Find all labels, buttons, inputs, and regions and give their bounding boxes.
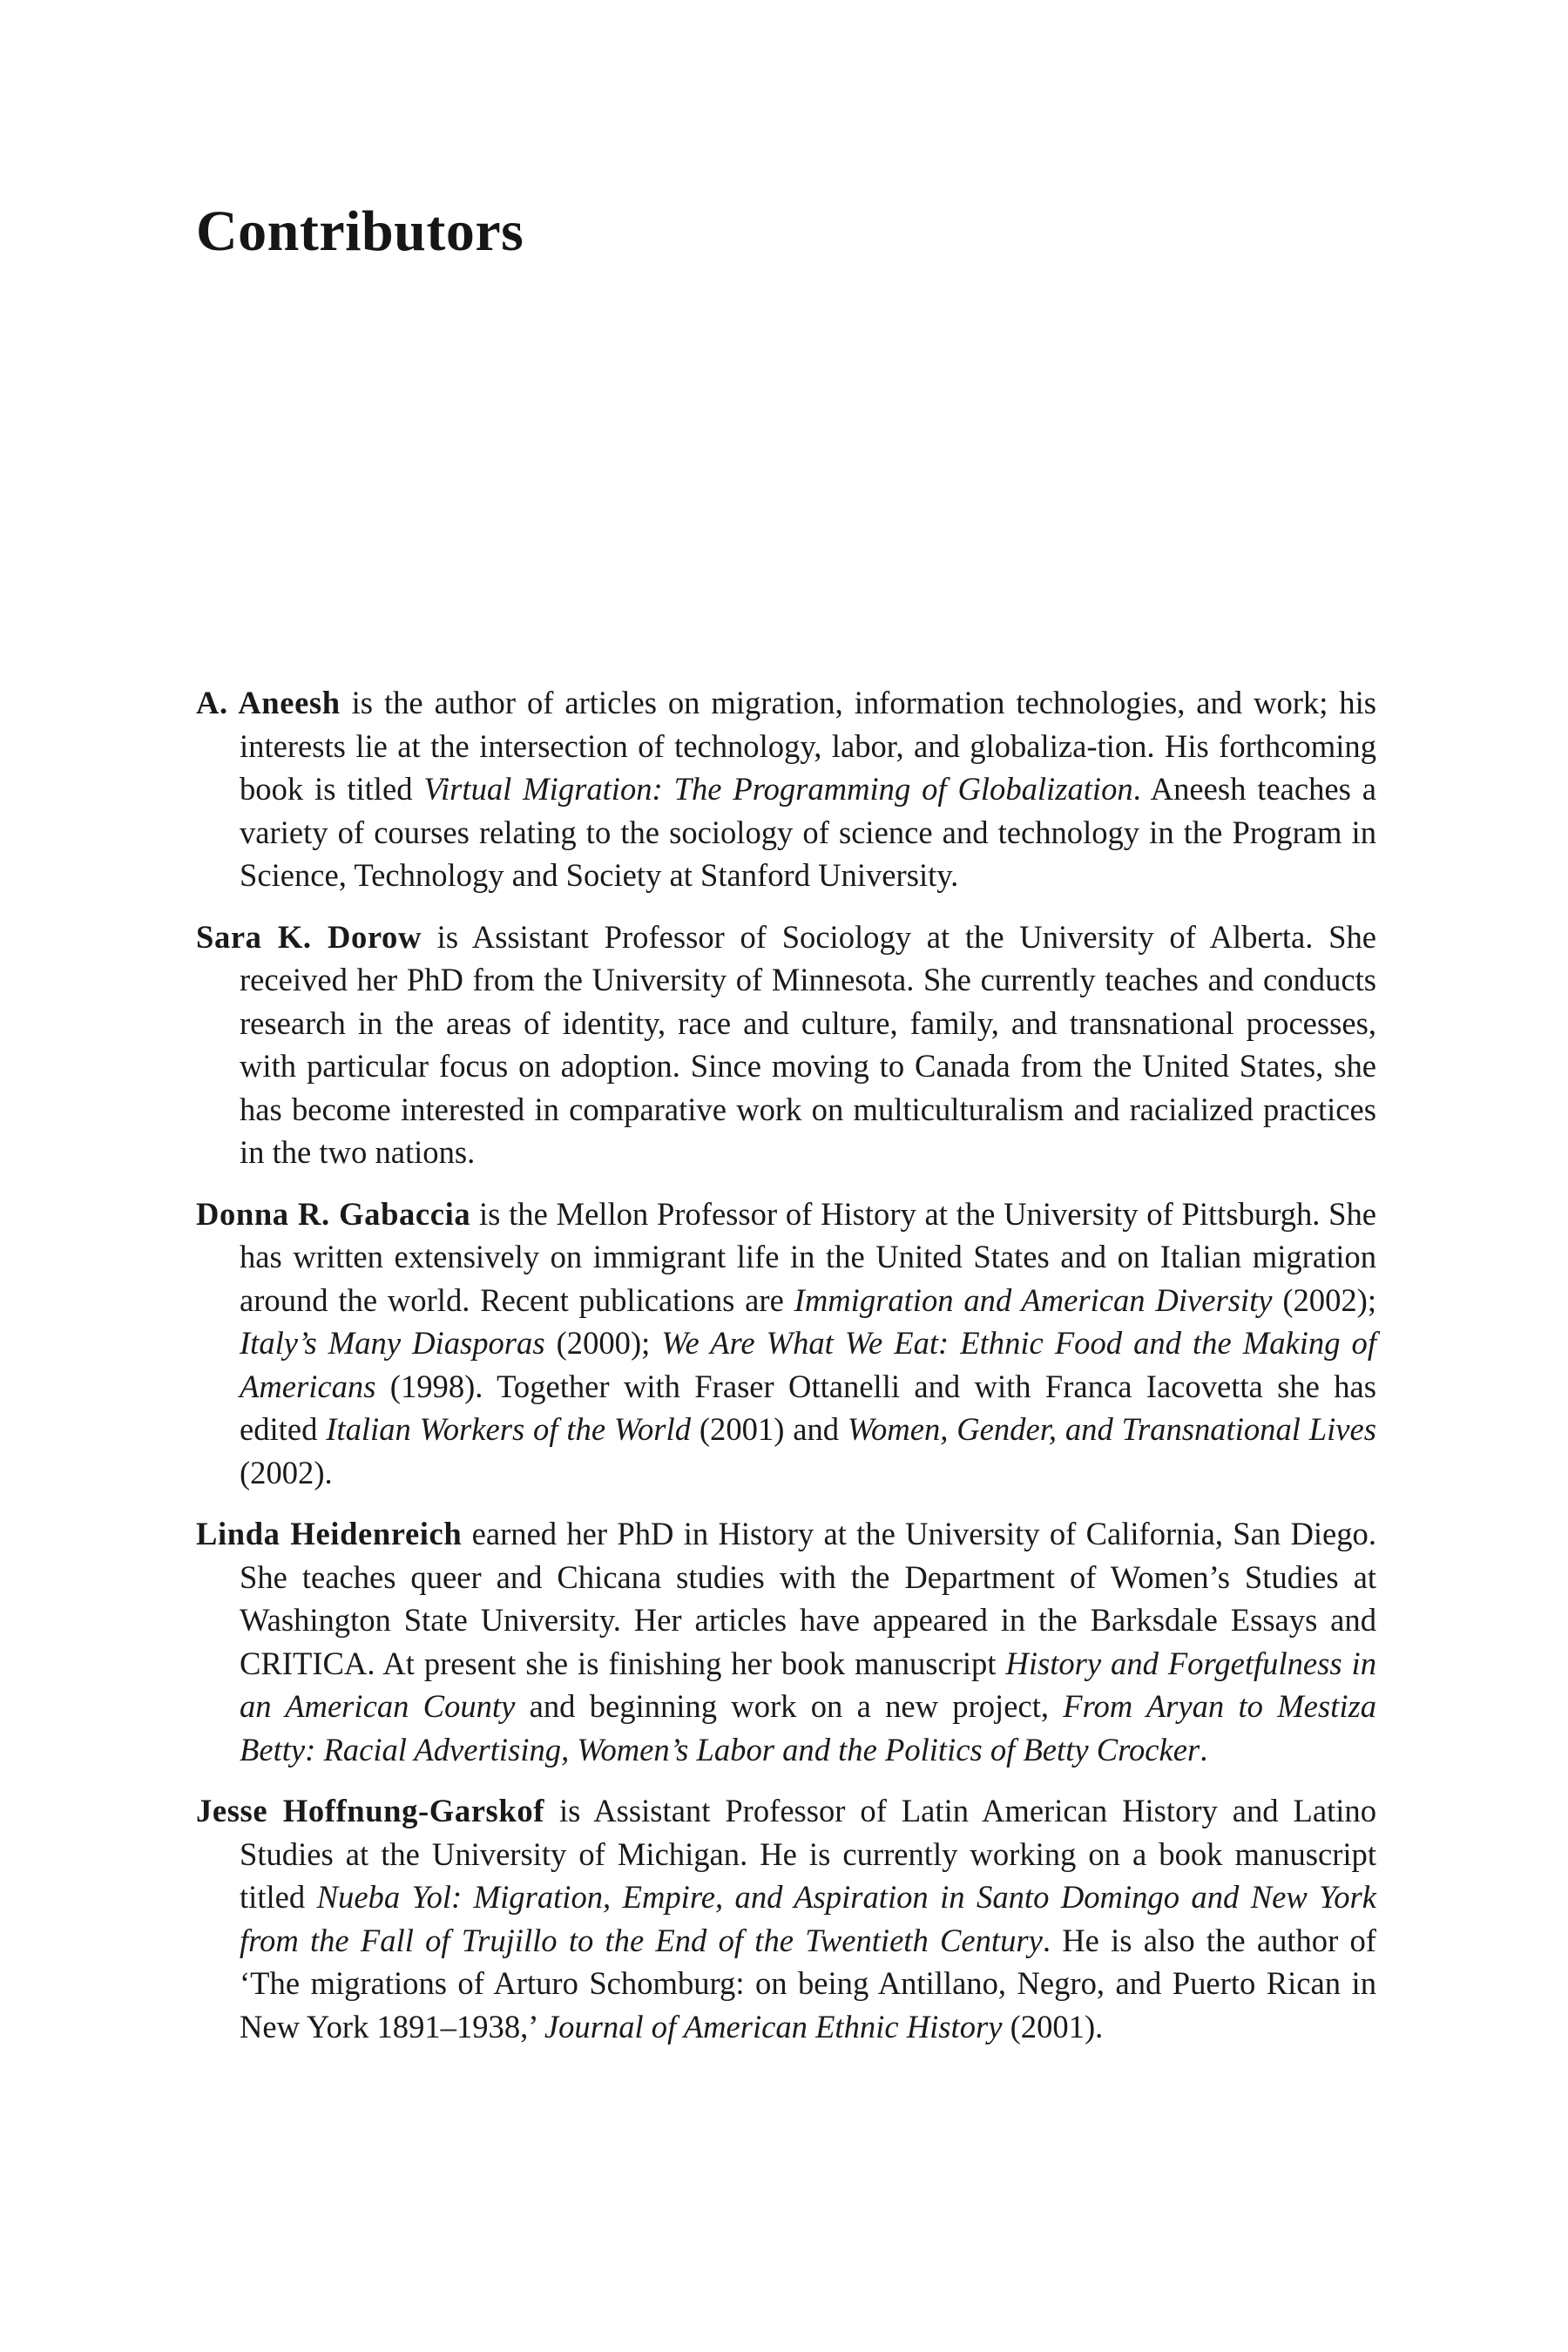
contributor-name: Linda Heidenreich: [196, 1516, 463, 1551]
contributor-name: A. Aneesh: [196, 685, 341, 720]
bio-text: is Assistant Professor of Sociology at the University of Alberta. She received her PhD from the University of Minnesota. She currently teaches and conducts research in the areas of identity, race and culture, family, and transnational processes, with particular focus on adoption. Since moving to Canada from the United States, she has become interested in comparative work on multiculturalism and racialized practices in the two nations.: [240, 918, 1376, 1170]
contributor-entry-hoffnung-garskof: [196, 1789, 1376, 2048]
book-title: History and Forgetfulness in an American County: [240, 1645, 1376, 1724]
bio-text: . Aneesh teaches a variety of courses relating to the sociology of science and technology in the Program in Science, Technology and Society at Stanford University.: [240, 771, 1376, 893]
contributor-entry-gabaccia: [196, 1193, 1376, 1495]
bio-text: is the Mellon Professor of History at the University of Pittsburgh. She has written extensively on immigrant life in the United States and on Italian migration around the world. Recent publications are: [240, 1195, 1376, 1318]
contributor-name: Sara K. Dorow: [196, 918, 422, 955]
book-title: From Aryan to Mestiza Betty: Racial Advertising, Women’s Labor and the Politics of Betty Crocker: [240, 1688, 1376, 1767]
bio-text: is the author of articles on migration, information technologies, and work; his interests lie at the intersection of technology, labor, and globaliza-tion. His forthcoming book is titled: [240, 685, 1376, 807]
contributor-entry-heidenreich: [196, 1512, 1376, 1771]
bio-text: (2001) and: [691, 1411, 848, 1447]
book-title: Italian Workers of the World: [326, 1411, 691, 1447]
bio-text: earned her PhD in History at the University of California, San Diego. She teaches queer and Chicana studies with the Department of Women’s Studies at Washington State University. Her articles have appeared in the Barksdale Essays and CRITICA. At present she is finishing her book manuscript: [240, 1516, 1376, 1681]
bio-text: . He is also the author of ‘The migrations of Arturo Schomburg: on being Antillano, Negro, and Puerto Rican in New York 1891–1938,’: [240, 1922, 1376, 2044]
contributor-entry-dorow: [196, 916, 1376, 1174]
bio-text: .: [1200, 1731, 1208, 1767]
contributor-entry-aneesh: [196, 681, 1376, 897]
bio-text: (1998). Together with Fraser Ottanelli and with Franca Iacovetta she has edited: [240, 1368, 1376, 1447]
bio-text: (2002).: [240, 1454, 333, 1490]
bio-text: (2000);: [544, 1325, 662, 1361]
bio-text: is Assistant Professor of Latin American History and Latino Studies at the University of Michigan. He is currently working on a book manuscript titled: [240, 1793, 1377, 1915]
book-title: Women, Gender, and Transnational Lives: [847, 1411, 1376, 1447]
book-title: We Are What We Eat: Ethnic Food and the Making of Americans: [240, 1325, 1376, 1404]
book-title: Italy’s Many Diasporas: [240, 1325, 545, 1361]
page-title: Contributors: [196, 199, 524, 263]
book-title: Nueba Yol: Migration, Empire, and Aspiration in Santo Domingo and New York from the Fall of Trujillo to the End of the Twentieth Century: [240, 1879, 1376, 1958]
journal-title: Journal of American Ethnic History: [544, 2008, 1003, 2044]
bio-text: and beginning work on a new project,: [515, 1688, 1064, 1724]
bio-text: (2002);: [1272, 1281, 1376, 1318]
bio-text: (2001).: [1002, 2008, 1104, 2044]
contributor-name: Jesse Hoffnung-Garskof: [196, 1793, 544, 1828]
book-title: Immigration and American Diversity: [794, 1281, 1273, 1318]
contributors-list: [196, 681, 1376, 2066]
contributor-name: Donna R. Gabaccia: [196, 1195, 471, 1232]
book-title: Virtual Migration: The Programming of Globalization: [423, 771, 1133, 807]
